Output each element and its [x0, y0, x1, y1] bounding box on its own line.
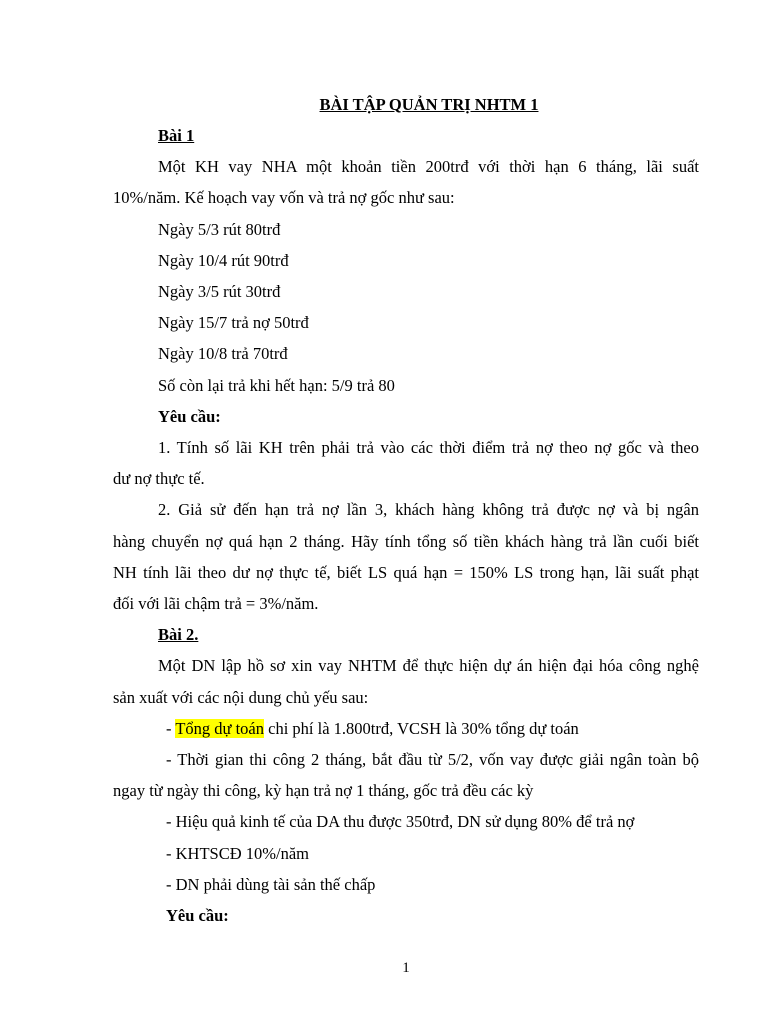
bai2-item-1-dash: -: [166, 719, 176, 738]
document-title: BÀI TẬP QUẢN TRỊ NHTM 1: [319, 95, 539, 114]
schedule-item: Ngày 10/8 trả 70trđ: [158, 344, 288, 363]
bai1-req2-line3: NH tính lãi theo dư nợ thực tế, biết LS quá hạn = 150% LS trong hạn, lãi suất phạt: [113, 563, 699, 582]
bai1-req2-line1: 2. Giả sử đến hạn trả nợ lần 3, khách hàng không trả được nợ và bị ngân: [158, 500, 699, 519]
bai1-heading: Bài 1: [158, 126, 195, 145]
bai1-req1-line2: dư nợ thực tế.: [113, 469, 205, 488]
bai1-requirements-heading: Yêu cầu:: [158, 407, 221, 426]
page-number: 1: [402, 960, 410, 976]
highlighted-text: Tổng dự toán: [175, 719, 265, 738]
schedule-item: Ngày 15/7 trả nợ 50trđ: [158, 313, 309, 332]
bai2-intro-line1: Một DN lập hồ sơ xin vay NHTM để thực hiện dự án hiện đại hóa công nghệ: [158, 656, 699, 675]
bai2-item-4: - KHTSCĐ 10%/năm: [166, 844, 309, 863]
bai2-item-3: - Hiệu quả kinh tế của DA thu được 350trđ, DN sử dụng 80% để trả nợ: [166, 812, 635, 831]
bai2-intro-line2: sản xuất với các nội dung chủ yếu sau:: [113, 688, 369, 707]
schedule-item: Ngày 3/5 rút 30trđ: [158, 282, 281, 301]
schedule-item: Số còn lại trả khi hết hạn: 5/9 trả 80: [158, 376, 395, 395]
bai2-requirements-heading: Yêu cầu:: [166, 906, 229, 925]
bai2-item-2-line2: ngay từ ngày thi công, kỳ hạn trả nợ 1 tháng, gốc trả đều các kỳ: [113, 781, 534, 800]
schedule-item: Ngày 5/3 rút 80trđ: [158, 220, 281, 239]
bai1-req1-line1: 1. Tính số lãi KH trên phải trả vào các thời điểm trả nợ theo nợ gốc và theo: [158, 438, 699, 457]
bai2-item-1: [166, 719, 579, 739]
bai1-req2-line2: hàng chuyển nợ quá hạn 2 tháng. Hãy tính tổng số tiền khách hàng trả lần cuối biết: [113, 532, 699, 551]
bai2-item-1-rest: chi phí là 1.800trđ, VCSH là 30% tổng dự toán: [264, 719, 579, 738]
bai1-req2-line4: đối với lãi chậm trả = 3%/năm.: [113, 594, 319, 613]
bai2-heading: Bài 2.: [158, 625, 199, 644]
schedule-item: Ngày 10/4 rút 90trđ: [158, 251, 289, 270]
bai1-intro-line1: Một KH vay NHA một khoản tiền 200trđ với thời hạn 6 tháng, lãi suất: [158, 157, 699, 176]
bai1-intro-line2: 10%/năm. Kế hoạch vay vốn và trả nợ gốc như sau:: [113, 188, 455, 207]
bai2-item-5: - DN phải dùng tài sản thế chấp: [166, 875, 376, 894]
bai2-item-2-line1: - Thời gian thi công 2 tháng, bắt đầu từ 5/2, vốn vay được giải ngân toàn bộ: [166, 750, 699, 769]
